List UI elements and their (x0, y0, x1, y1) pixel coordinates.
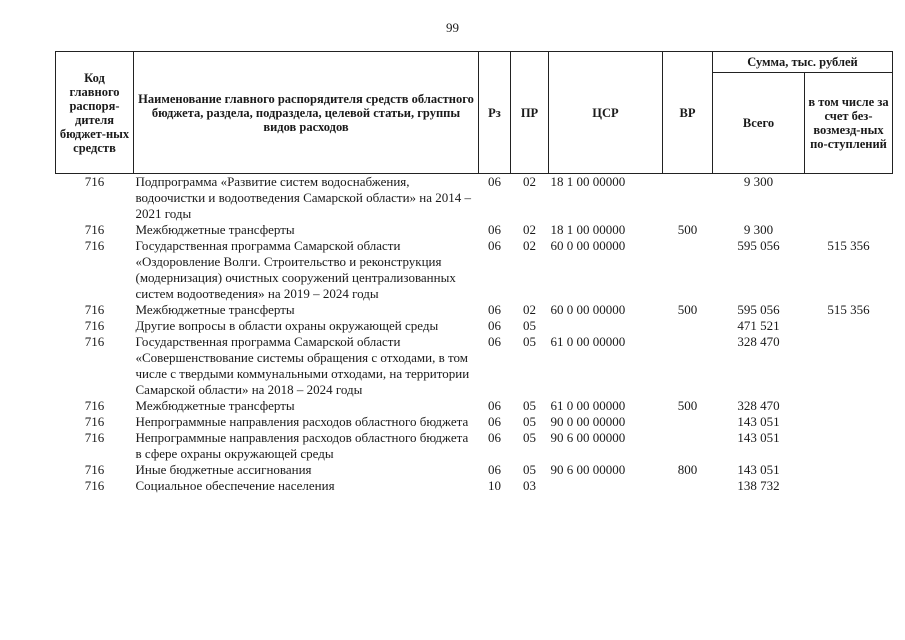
cell-vr (663, 478, 713, 494)
budget-table (55, 51, 893, 494)
cell-name: Иные бюджетные ассигнования (135, 462, 312, 477)
header-csr: ЦСР (549, 52, 663, 174)
cell-total: 595 056 (737, 238, 780, 253)
cell-name: Социальное обеспечение населения (135, 478, 335, 493)
cell-total: 9 300 (743, 222, 774, 237)
cell-vr: 500 (677, 398, 698, 413)
cell-pr: 02 (523, 174, 536, 189)
cell-rz: 10 (488, 478, 501, 493)
table-row (56, 478, 893, 494)
cell-csr: 60 0 00 00000 (550, 238, 626, 253)
cell-total: 595 056 (737, 302, 780, 317)
cell-vr: 500 (677, 302, 698, 317)
cell-free (805, 414, 893, 430)
cell-rz: 06 (488, 222, 501, 237)
cell-code: 716 (84, 414, 105, 429)
cell-csr: 60 0 00 00000 (550, 302, 626, 317)
header-rz: Рз (479, 52, 511, 174)
header-pr: ПР (511, 52, 549, 174)
table-row (56, 174, 893, 223)
header-sum: Сумма, тыс. рублей (713, 52, 893, 73)
header-name: Наименование главного распорядителя средств областного бюджета, раздела, подраздела, целевой статьи, группы видов расходов (134, 52, 479, 174)
cell-name: Непрограммные направления расходов областного бюджета (135, 414, 469, 429)
cell-code: 716 (84, 398, 105, 413)
cell-name: Межбюджетные трансферты (135, 398, 295, 413)
cell-csr: 18 1 00 00000 (550, 174, 626, 189)
cell-csr: 90 6 00 00000 (550, 462, 626, 477)
cell-code: 716 (84, 174, 105, 189)
header-code: Код главного распоря-дителя бюджет-ных средств (56, 52, 134, 174)
cell-rz: 06 (488, 302, 501, 317)
cell-vr (663, 318, 713, 334)
cell-rz: 06 (488, 238, 501, 253)
cell-total: 143 051 (737, 430, 780, 445)
cell-rz: 06 (488, 414, 501, 429)
cell-free (805, 334, 893, 398)
cell-code: 716 (84, 238, 105, 253)
cell-pr: 05 (523, 414, 536, 429)
table-row (56, 398, 893, 414)
cell-total: 143 051 (737, 414, 780, 429)
cell-rz: 06 (488, 398, 501, 413)
cell-name: Другие вопросы в области охраны окружающей среды (135, 318, 439, 333)
table-row (56, 414, 893, 430)
cell-rz: 06 (488, 318, 501, 333)
cell-free (805, 430, 893, 462)
cell-code: 716 (84, 334, 105, 349)
table-row (56, 334, 893, 398)
cell-rz: 06 (488, 462, 501, 477)
cell-free: 515 356 (827, 238, 870, 253)
cell-csr: 61 0 00 00000 (550, 398, 626, 413)
cell-vr (663, 430, 713, 462)
cell-free (805, 462, 893, 478)
cell-name: Государственная программа Самарской области «Совершенствование системы обращения с отходами, в том числе с твердыми коммунальными отходами, на территории Самарской области» на 2018 – 2024 годы (135, 334, 470, 397)
cell-code: 716 (84, 222, 105, 237)
cell-code: 716 (84, 462, 105, 477)
cell-total: 328 470 (737, 334, 780, 349)
cell-pr: 05 (523, 462, 536, 477)
cell-pr: 05 (523, 334, 536, 349)
cell-csr: 90 6 00 00000 (550, 430, 626, 445)
cell-total: 9 300 (743, 174, 774, 189)
cell-vr (663, 174, 713, 223)
cell-free (805, 478, 893, 494)
cell-name: Межбюджетные трансферты (135, 222, 295, 237)
cell-vr (663, 414, 713, 430)
page-number: 99 (446, 20, 459, 35)
cell-csr (549, 478, 663, 494)
cell-code: 716 (84, 318, 105, 333)
cell-rz: 06 (488, 334, 501, 349)
cell-total: 138 732 (737, 478, 780, 493)
cell-vr: 500 (677, 222, 698, 237)
cell-vr (663, 334, 713, 398)
table-row (56, 238, 893, 302)
cell-pr: 02 (523, 238, 536, 253)
cell-code: 716 (84, 430, 105, 445)
cell-pr: 02 (523, 222, 536, 237)
cell-rz: 06 (488, 174, 501, 189)
header-vr: ВР (663, 52, 713, 174)
cell-name: Государственная программа Самарской области «Оздоровление Волги. Строительство и реконструкция (модернизация) очистных сооружений централизованных систем водоотведения» на 2019 – 2024 годы (135, 238, 456, 301)
cell-rz: 06 (488, 430, 501, 445)
cell-total: 471 521 (737, 318, 780, 333)
header-free: в том числе за счет без-возмезд-ных по-ступлений (805, 73, 893, 174)
cell-code: 716 (84, 478, 105, 493)
cell-total: 143 051 (737, 462, 780, 477)
cell-free (805, 318, 893, 334)
cell-free: 515 356 (827, 302, 870, 317)
cell-code: 716 (84, 302, 105, 317)
table-row (56, 222, 893, 238)
cell-free (805, 174, 893, 223)
cell-free (805, 398, 893, 414)
table-row (56, 462, 893, 478)
cell-pr: 03 (523, 478, 536, 493)
cell-csr: 61 0 00 00000 (550, 334, 626, 349)
table-row (56, 302, 893, 318)
cell-vr: 800 (677, 462, 698, 477)
table-body (56, 174, 893, 495)
cell-csr (549, 318, 663, 334)
header-total: Всего (713, 73, 805, 174)
cell-csr: 90 0 00 00000 (550, 414, 626, 429)
cell-free (805, 222, 893, 238)
cell-name: Непрограммные направления расходов областного бюджета в сфере охраны окружающей среды (135, 430, 469, 461)
cell-csr: 18 1 00 00000 (550, 222, 626, 237)
cell-pr: 05 (523, 318, 536, 333)
cell-total: 328 470 (737, 398, 780, 413)
cell-pr: 05 (523, 398, 536, 413)
table-row (56, 318, 893, 334)
cell-name: Подпрограмма «Развитие систем водоснабжения, водоочистки и водоотведения Самарской области» на 2014 – 2021 годы (135, 174, 472, 221)
cell-vr (663, 238, 713, 302)
table-row (56, 430, 893, 462)
cell-name: Межбюджетные трансферты (135, 302, 295, 317)
cell-pr: 05 (523, 430, 536, 445)
cell-pr: 02 (523, 302, 536, 317)
